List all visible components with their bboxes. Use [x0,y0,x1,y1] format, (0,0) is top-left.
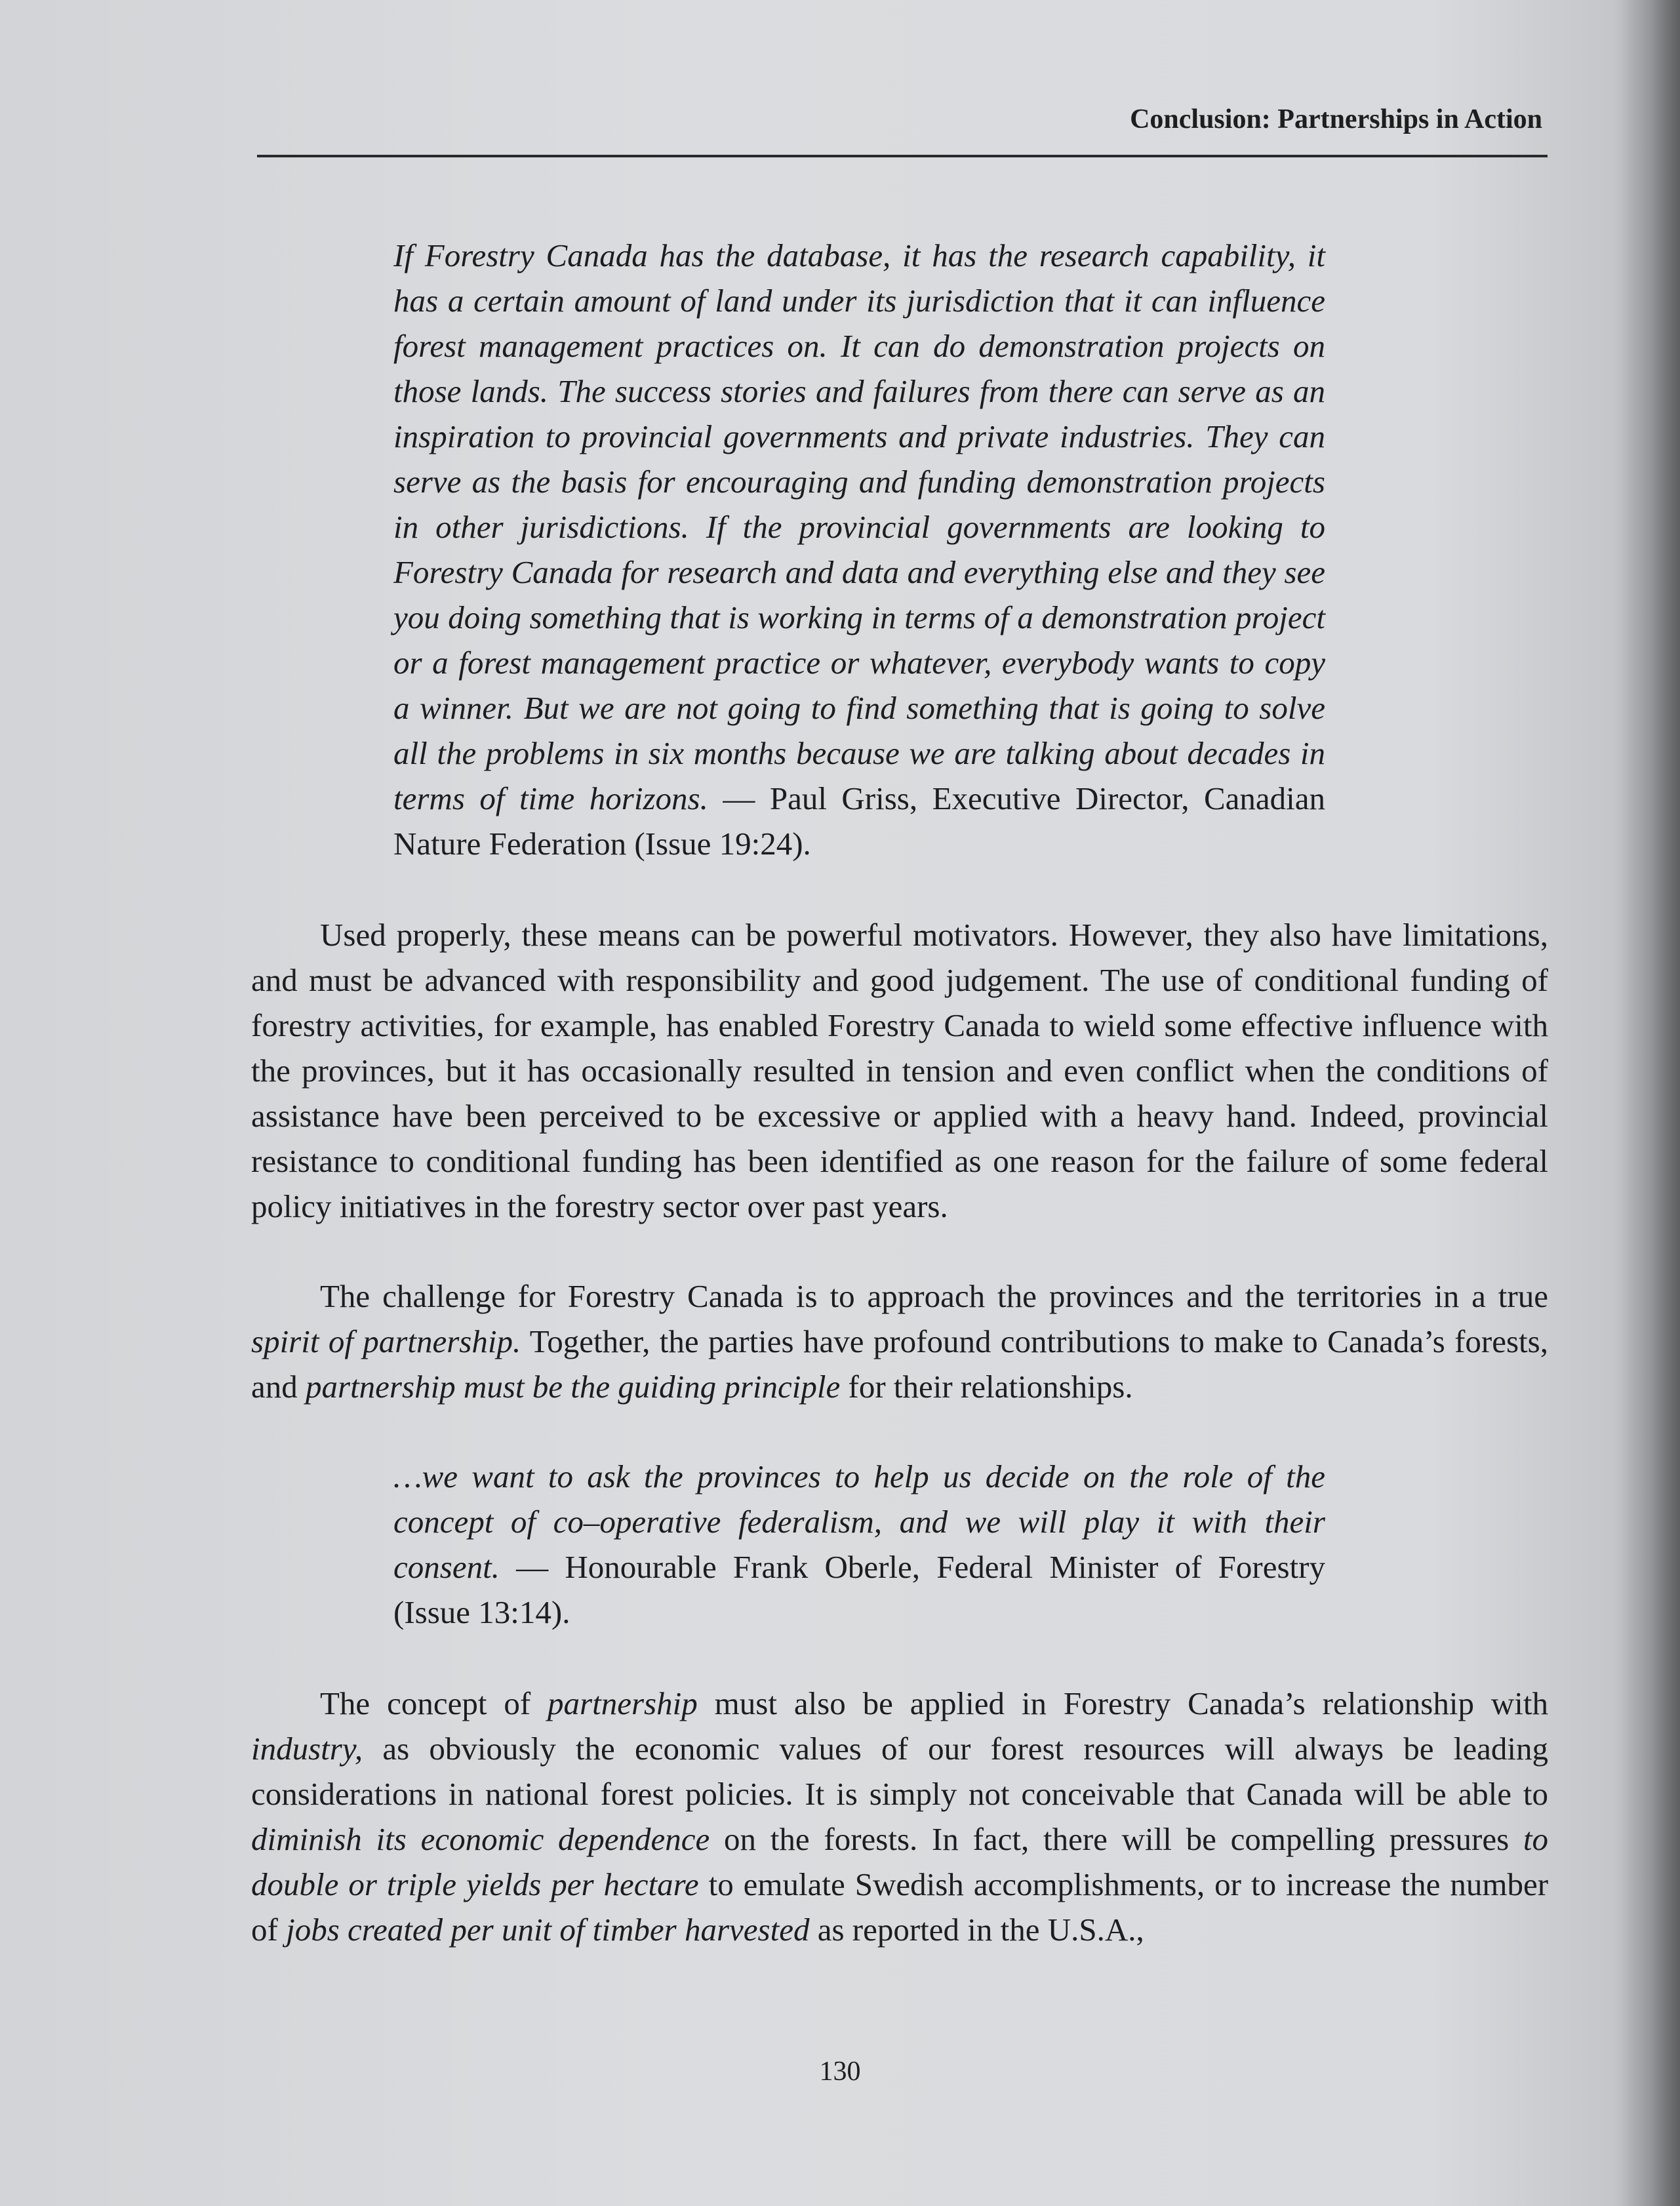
emphasis-text: partnership must be the guiding principle [306,1369,841,1405]
paragraph-text: as obviously the economic values of our forest resources will always be leading considerations in national forest policies. It is simply not conceivable that Canada will be able to [251,1731,1548,1812]
paragraph-text: as reported in the U.S.A., [809,1912,1144,1948]
paragraph-text: The challenge for Forestry Canada is to approach the provinces and the territories in a true [320,1278,1548,1314]
paragraph-text: on the forests. In fact, there will be compelling pressures [710,1821,1523,1857]
page-edge-shadow [1621,0,1680,2206]
running-header: Conclusion: Partnerships in Action [1130,104,1542,134]
quote-text: If Forestry Canada has the database, it has the research capability, it has a certain amount of land under its jurisdiction that it can influence forest management practices on. It can do demonstration projects on those lands. The success stories and failures from there can serve as an inspiration to provincial governments and private industries. They can serve as the basis for encouraging and funding demonstration projects in other jurisdictions. If the provincial governments are looking to Forestry Canada for research and data and everything else and they see you doing something that is working in terms of a demonstration project or a forest management practice or whatever, everybody wants to copy a winner. But we are not going to find something that is going to solve all the problems in six months because we are talking about decades in terms of time horizons. [393,237,1325,816]
emphasis-text: industry, [251,1731,363,1767]
paragraph-text: for their relationships. [840,1369,1133,1405]
block-quote-oberle [393,1454,1325,1635]
body-text [251,233,1548,1997]
paragraph-partnership-challenge [251,1273,1548,1409]
emphasis-text: to double or triple yields per hectare [251,1821,1549,1902]
paragraph-text: must also be applied in Forestry Canada’s relationship with [697,1685,1548,1721]
emphasis-text: partnership [548,1685,698,1721]
block-quote-griss [393,233,1325,866]
page-number: 130 [819,2056,861,2087]
quote-text: …we want to ask the provinces to help us decide on the role of the concept of co–operative federalism, and we will play it with their consent. [393,1458,1325,1585]
paragraph-industry-partnership [251,1681,1548,1952]
paragraph-text: to emulate Swedish accomplishments, or to increase the number of [251,1866,1549,1948]
quote-attribution: — Paul Griss, Executive Director, Canadian Nature Federation (Issue 19:24). [393,780,1326,862]
paragraph-text: The concept of [320,1685,548,1721]
emphasis-text: spirit of partnership. [251,1323,521,1359]
paragraph-text: Together, the parties have profound contributions to make to Canada’s forests, and [251,1323,1548,1405]
header-rule [257,155,1548,157]
paragraph-text: Used properly, these means can be powerful motivators. However, they also have limitations, and must be advanced with responsibility and good judgement. The use of conditional funding of forestry activities, for example, has enabled Forestry Canada to wield some effective influence with the provinces, but it has occasionally resulted in tension and even conflict when the conditions of assistance have been perceived to be excessive or applied with a heavy hand. Indeed, provincial resistance to conditional funding has been identified as one reason for the failure of some federal policy initiatives in the forestry sector over past years. [251,917,1548,1224]
emphasis-text: jobs created per unit of timber harvested [286,1912,810,1948]
quote-attribution: — Honourable Frank Oberle, Federal Minister of Forestry (Issue 13:14). [393,1549,1325,1630]
emphasis-text: diminish its economic dependence [251,1821,710,1857]
paragraph-conditional-funding [251,912,1548,1229]
